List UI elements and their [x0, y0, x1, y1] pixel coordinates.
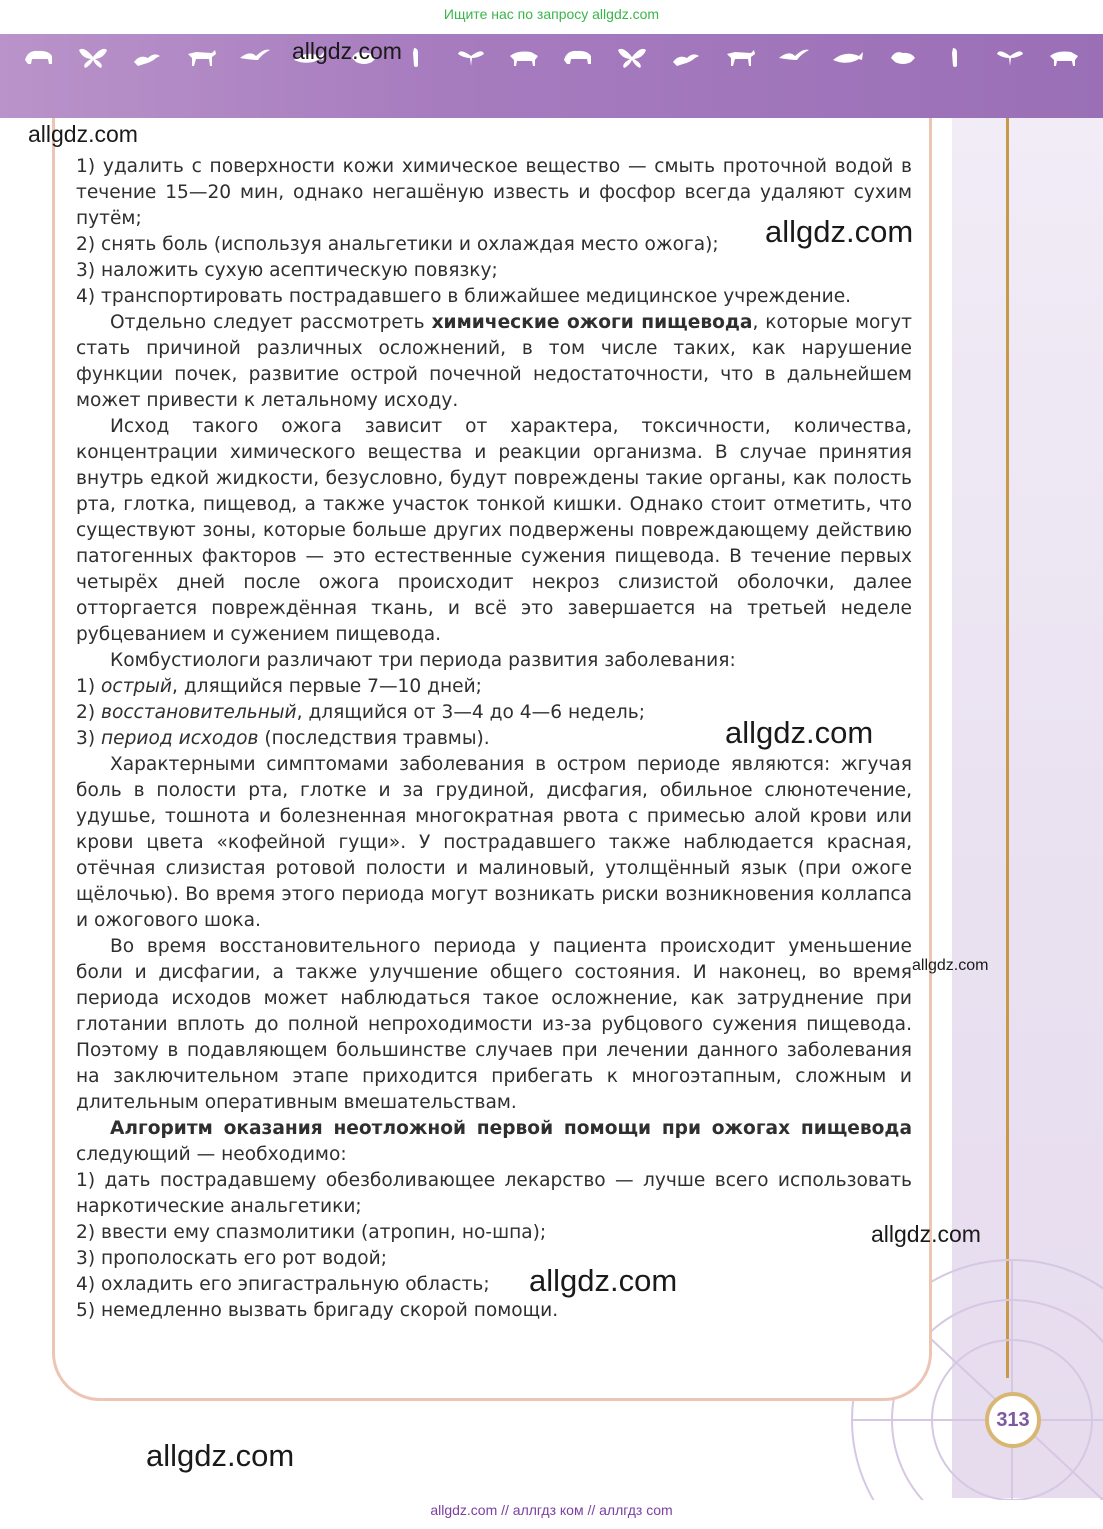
- watermark: allgdz.com: [28, 121, 138, 147]
- list-item: 5) немедленно вызвать бригаду скорой помощи.: [76, 1300, 559, 1321]
- butterfly-icon: [669, 44, 703, 70]
- paragraph: Во время восстановительного периода у пациента происходит уменьшение боли и дисфагии, а также улучшение общего состояния. И наконец, во время периода исходов может наблюдаться такое осложнение, как затруднение при глотании вплоть до полной непроходимости из-за рубцового сужения пищевода. Поэтому в подавляющем большинстве случаев при лечении данного заболевания на заключительном этапе приходится прибегать к многоэтапным, сложным и длительным оперативным вмешательствам.: [76, 936, 912, 1113]
- bird-icon: [885, 44, 919, 70]
- horse-icon: [831, 44, 865, 70]
- list-item: 2) ввести ему спазмолитики (атропин, но-шпа);: [76, 1222, 547, 1243]
- watermark: allgdz.com: [292, 38, 402, 64]
- watermark: allgdz.com: [912, 957, 989, 974]
- list-item: 3) наложить сухую асептическую повязку;: [76, 260, 498, 281]
- list-item: 1) удалить с поверхности кожи химическое вещество — смыть проточной водой в течение 15—20 мин, однако негашёную известь и фосфор всегда удаляют сухим путём;: [76, 156, 912, 229]
- beetle-icon: [993, 44, 1027, 70]
- fly-icon: [454, 44, 488, 70]
- paragraph-text: следующий — необходимо:: [76, 1144, 347, 1165]
- list-number: 2): [76, 702, 101, 723]
- list-text: , длящийся первые 7—10 дней;: [172, 676, 482, 697]
- paragraph-text: Отдельно следует рассмотреть: [110, 312, 432, 333]
- dolphin-icon: [939, 44, 973, 70]
- meerkat-icon: [400, 44, 434, 70]
- list-item: 4) транспортировать пострадавшего в ближайшее медицинское учреждение.: [76, 286, 852, 307]
- paragraph: [76, 310, 912, 414]
- bison-icon: [723, 44, 757, 70]
- watermark: allgdz.com: [871, 1221, 981, 1247]
- page-number: 313: [985, 1392, 1041, 1448]
- list-text: , длящийся от 3—4 до 4—6 недель;: [296, 702, 645, 723]
- italic-term: восстановительный: [101, 702, 297, 723]
- bold-term: химические ожоги пищевода: [431, 312, 753, 333]
- list-number: 1): [76, 676, 101, 697]
- paragraph: Исход такого ожога зависит от характера, токсичности, количества, концентрации химического вещества и реакции организма. В случае принятия внутрь едкой жидкости, безусловно, будут повреждены такие органы, как полость рта, глотка, пищевод, а также участок тонкой кишки. Однако стоит отметить, что существуют зоны, которые больше других подвержены повреждающему действию патогенных факторов — это естественные сужения пищевода. В течение первых четырёх дней после ожога происходит некроз слизистой оболочки, далее отторгается повреждённая ткань, и всё это завершается на третьей неделе рубцеванием и сужением пищевода.: [76, 416, 912, 645]
- list-item: 3) прополоскать его рот водой;: [76, 1248, 388, 1269]
- list-item: 4) охладить его эпигастральную область;: [76, 1274, 490, 1295]
- meerkat-icon: [1047, 44, 1081, 70]
- paragraph: Комбустиологи различают три периода развития заболевания:: [110, 650, 736, 671]
- italic-term: период исходов: [101, 728, 259, 749]
- bold-heading: Алгоритм оказания неотложной первой помощи при ожогах пищевода: [110, 1118, 912, 1139]
- watermark: allgdz.com: [765, 214, 914, 249]
- paragraph: [76, 1116, 912, 1168]
- list-item: 2) снять боль (используя анальгетики и охлаждая место ожога);: [76, 234, 719, 255]
- paragraph-text: , которые могут стать причиной различных осложнений, в том числе таких, как нарушение функции почек, развитие острой почечной недостаточности, что в дальнейшем может привести к летальному исходу.: [76, 312, 912, 411]
- lizard-icon: [615, 44, 649, 70]
- italic-term: острый: [101, 676, 172, 697]
- list-item: [76, 674, 912, 700]
- animal-icons-row: [22, 42, 1081, 72]
- scorpion-icon: [777, 44, 811, 70]
- list-number: 3): [76, 728, 101, 749]
- watermark: allgdz.com: [146, 1438, 295, 1473]
- butterfly-icon: [76, 44, 110, 70]
- bison-icon: [22, 44, 56, 70]
- watermark: allgdz.com: [529, 1263, 678, 1298]
- boar-icon: [507, 44, 541, 70]
- gold-vertical-line: [1006, 118, 1009, 1378]
- scorpion-icon: [130, 44, 164, 70]
- top-note: Ищите нас по запросу allgdz.com: [443, 6, 660, 22]
- watermark: allgdz.com: [725, 715, 874, 750]
- list-text: (последствия травмы).: [258, 728, 490, 749]
- bottom-note: allgdz.com // аллгдз ком // аллгдз com: [430, 1502, 673, 1518]
- paragraph: Характерными симптомами заболевания в остром периоде являются: жгучая боль в полости рта, глотке и за грудиной, дисфагия, обильное слюнотечение, удушье, тошнота и болезненная многократная рвота с примесью алой крови или крови цвета «кофейной гущи». У пострадавшего также наблюдается красная, отёчная слизистая ротовой полости и малиновый, утолщённый язык (при ожоге щёлочью). Во время этого периода могут возникать риски возникновения коллапса и ожогового шока.: [76, 754, 912, 931]
- cat-icon: [561, 44, 595, 70]
- horse-icon: [184, 44, 218, 70]
- list-item: 1) дать пострадавшему обезболивающее лекарство — лучше всего использовать наркотические анальгетики;: [76, 1170, 912, 1217]
- bird-icon: [238, 44, 272, 70]
